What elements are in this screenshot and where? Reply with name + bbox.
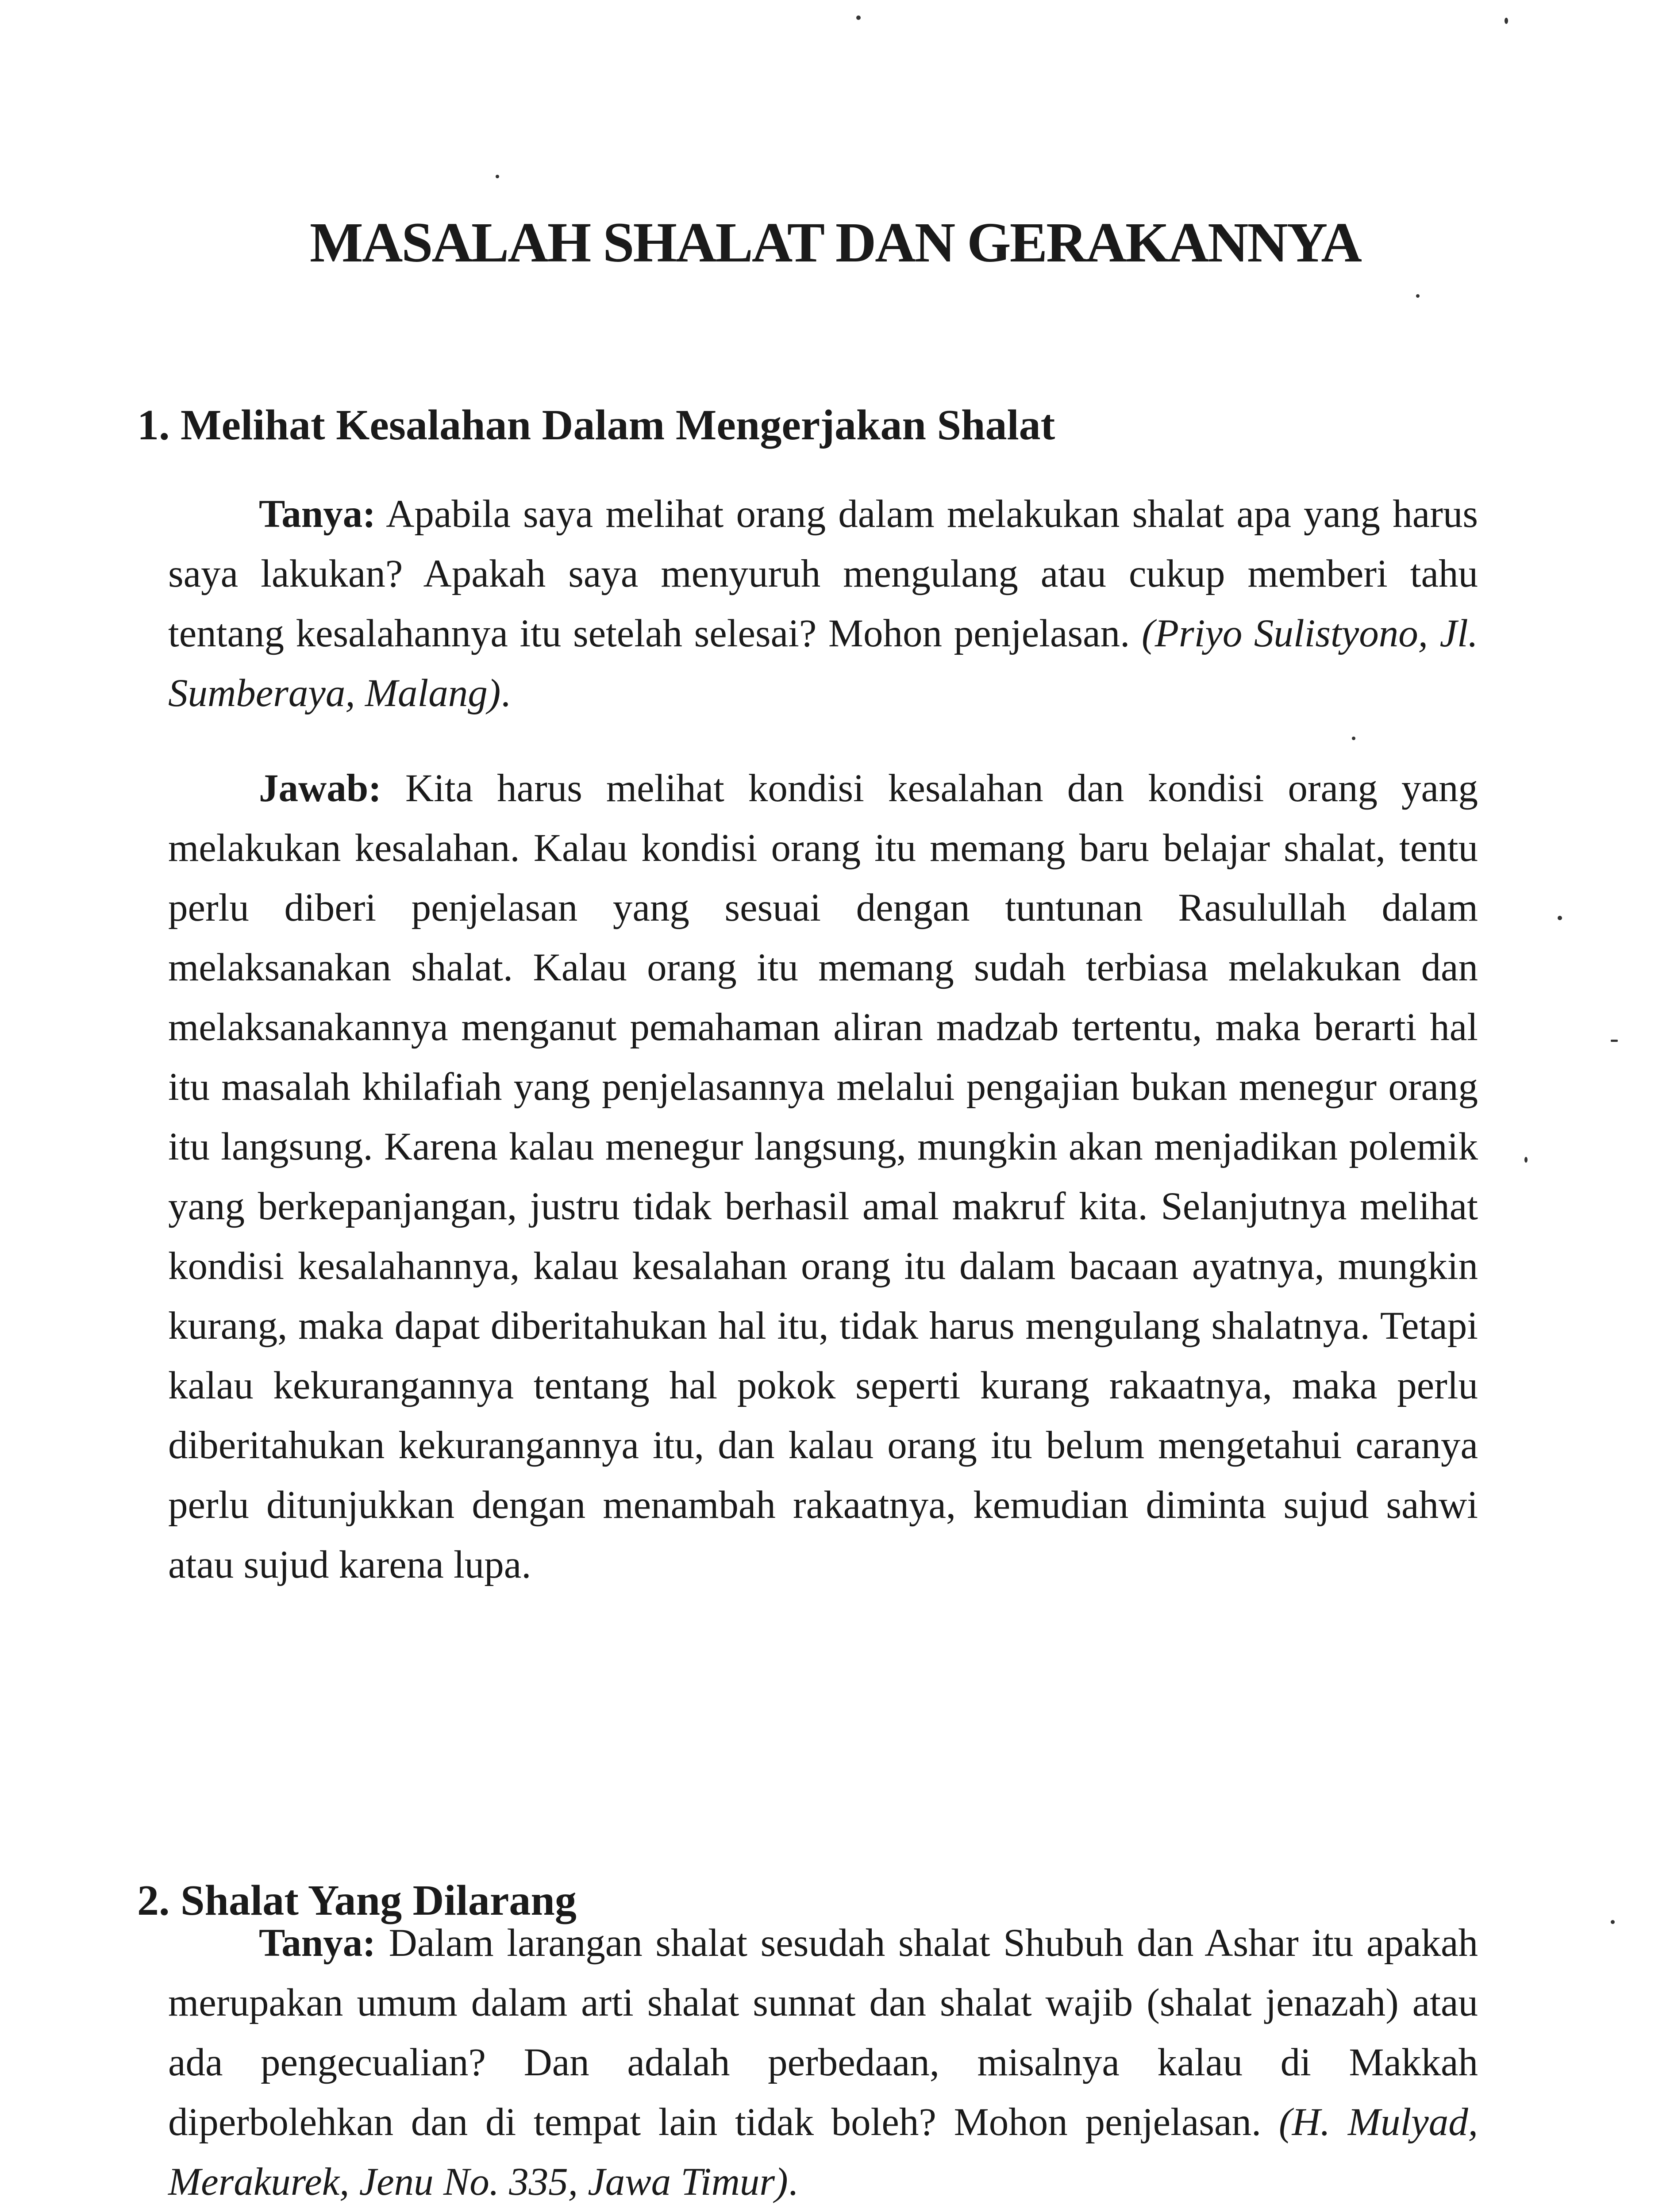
scan-speck xyxy=(1505,18,1508,24)
question-end: . xyxy=(500,672,511,715)
scan-speck xyxy=(1611,1920,1615,1924)
question-paragraph-2 xyxy=(168,1913,1478,2212)
question-label: Tanya: xyxy=(259,492,376,536)
scan-speck xyxy=(1352,737,1355,740)
scan-speck xyxy=(856,15,861,20)
question-paragraph-1 xyxy=(168,484,1478,723)
scan-speck xyxy=(496,175,499,178)
section-heading-1: 1. Melihat Kesalahan Dalam Mengerjakan Shalat xyxy=(137,401,1055,449)
question-author: (H. Mulyad, Merakurek, Jenu No. 335, Jawa Timur) xyxy=(168,2101,1478,2204)
section-heading-2: 2. Shalat Yang Dilarang xyxy=(137,1877,577,1924)
answer-paragraph-1 xyxy=(168,759,1478,1595)
scan-speck xyxy=(1416,294,1420,298)
question-author: (Priyo Sulistyono, Jl. Sumberaya, Malang) xyxy=(168,612,1478,715)
question-text: Apabila saya melihat orang dalam melakukan shalat apa yang harus saya lakukan? Apakah saya menyuruh mengulang atau cukup memberi tahu tentang kesalahannya itu setelah selesai? Mohon penjelasan. xyxy=(168,492,1478,655)
answer-text: Kita harus melihat kondisi kesalahan dan kondisi orang yang melakukan kesalahan. Kalau kondisi orang itu memang baru belajar shalat, tentu perlu diberi penjelasan yang sesuai dengan tuntunan Rasulullah dalam melaksanakan shalat. Kalau orang itu memang sudah terbiasa melakukan dan melaksanakannya menganut pemahaman aliran madzab tertentu, maka berarti hal itu masalah khilafiah yang penjelasannya melalui pengajian bukan menegur orang itu langsung. Karena kalau menegur langsung, mungkin akan menjadikan polemik yang berkepanjangan, justru tidak berhasil amal makruf kita. Selanjutnya melihat kondisi kesalahannya, kalau kesalahan orang itu dalam bacaan ayatnya, mungkin kurang, maka dapat diberitahukan hal itu, tidak harus mengulang shalatnya. Tetapi kalau kekurangannya tentang hal pokok seperti kurang rakaatnya, maka perlu diberitahukan kekurangannya itu, dan kalau orang itu belum mengetahui caranya perlu ditunjukkan dengan menambah rakaatnya, kemudian diminta sujud sahwi atau sujud karena lupa. xyxy=(168,767,1478,1586)
question-label: Tanya: xyxy=(259,1921,376,1965)
scan-speck xyxy=(1611,1040,1618,1042)
question-text: Dalam larangan shalat sesudah shalat Shubuh dan Ashar itu apakah merupakan umum dalam arti shalat sunnat dan shalat wajib (shalat jenazah) atau ada pengecualian? Dan adalah perbedaan, misalnya kalau di Makkah diperbolehkan dan di tempat lain tidak boleh? Mohon penjelasan. xyxy=(168,1921,1478,2144)
scan-speck xyxy=(1558,916,1562,920)
scan-speck xyxy=(1524,1157,1528,1163)
answer-label: Jawab: xyxy=(259,767,381,810)
question-end: . xyxy=(788,2160,798,2204)
chapter-title: MASALAH SHALAT DAN GERAKANNYA xyxy=(310,211,1361,274)
